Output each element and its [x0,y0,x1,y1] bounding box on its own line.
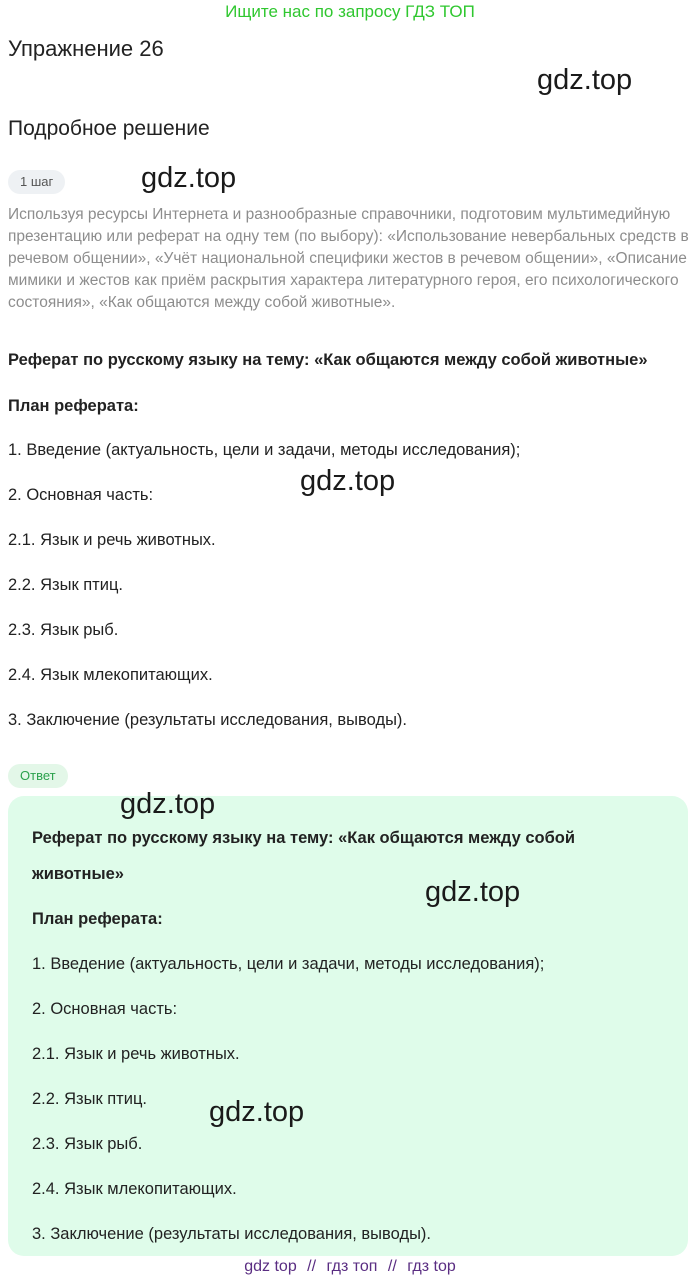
solution-item: 2.2. Язык птиц. [8,576,123,594]
solution-item: 2.1. Язык и речь животных. [8,531,216,549]
section-title: Подробное решение [8,117,210,140]
answer-heading-cont: животные» [32,865,124,883]
answer-plan-title: План реферата: [32,910,163,928]
top-banner: Ищите нас по запросу ГДЗ ТОП [225,2,475,21]
solution-plan-title: План реферата: [8,397,139,415]
answer-badge: Ответ [8,764,68,788]
watermark: gdz.top [425,876,521,908]
watermark: gdz.top [120,788,216,820]
solution-item: 1. Введение (актуальность, цели и задачи, методы исследования); [8,441,521,459]
watermark: gdz.top [209,1096,305,1128]
answer-item: 2. Основная часть: [32,1000,178,1018]
footer-links [0,1258,700,1276]
step-badge: 1 шаг [8,170,65,194]
task-text: Используя ресурсы Интернета и разнообразные справочники, подготовим мультимедийную презентацию или реферат на одну тем (по выбору): «Использование невербальных средств в речевом общении», «Учёт национальной специфики жестов в речевом общении», «Описание мимики и жестов как приём раскрытия характера литературного героя, его психологического состояния», «Как общаются между собой животные». [8,206,689,311]
answer-item: 1. Введение (актуальность, цели и задачи, методы исследования); [32,955,545,973]
watermark: gdz.top [300,465,396,497]
watermark: gdz.top [141,162,237,194]
solution-item: 2. Основная часть: [8,486,154,504]
solution-heading: Реферат по русскому языку на тему: «Как общаются между собой животные» [8,351,648,369]
answer-item: 3. Заключение (результаты исследования, выводы). [32,1225,432,1243]
footer-link[interactable]: гдз топ [326,1258,378,1275]
solution-item: 2.3. Язык рыб. [8,621,119,639]
footer-separator: // [387,1258,397,1275]
solution-item: 3. Заключение (результаты исследования, выводы). [8,711,408,729]
footer-link[interactable]: гдз top [407,1258,456,1275]
answer-heading: Реферат по русскому языку на тему: «Как общаются между собой [32,829,576,847]
answer-item: 2.1. Язык и речь животных. [32,1045,240,1063]
footer-link[interactable]: gdz top [244,1258,297,1275]
page-title: Упражнение 26 [8,36,164,61]
answer-item: 2.2. Язык птиц. [32,1090,147,1108]
answer-item: 2.3. Язык рыб. [32,1135,143,1153]
footer-separator: // [307,1258,317,1275]
solution-item: 2.4. Язык млекопитающих. [8,666,213,684]
answer-item: 2.4. Язык млекопитающих. [32,1180,237,1198]
watermark: gdz.top [537,64,633,96]
